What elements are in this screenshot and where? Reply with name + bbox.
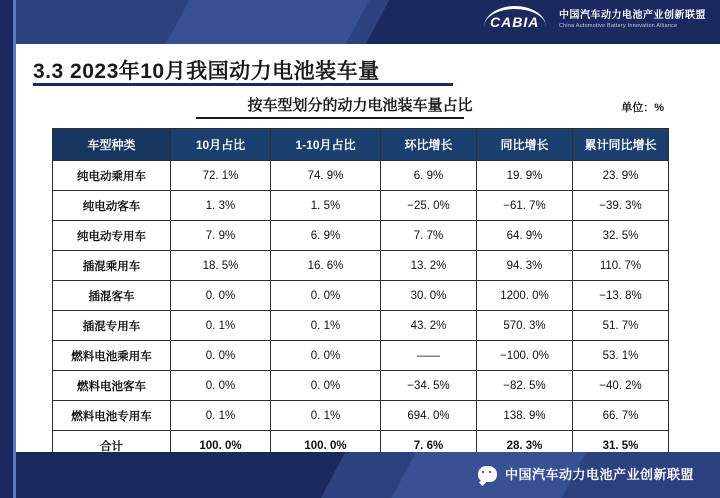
table-cell: 32. 5% bbox=[573, 221, 669, 251]
table-cell: 31. 5% bbox=[573, 431, 669, 461]
page-title: 3.3 2023年10月我国动力电池装车量 bbox=[33, 60, 380, 83]
table-cell: 13. 2% bbox=[381, 251, 477, 281]
footer-organization-name: 中国汽车动力电池产业创新联盟 bbox=[504, 467, 694, 482]
table-cell: −100. 0% bbox=[477, 341, 573, 371]
logo-chinese-name: 中国汽车动力电池产业创新联盟 bbox=[559, 10, 706, 22]
table-cell: −61. 7% bbox=[477, 191, 573, 221]
footer-band bbox=[16, 452, 720, 498]
table-row-header: 纯电动乘用车 bbox=[53, 161, 171, 191]
table-column-header: 1-10月占比 bbox=[271, 129, 381, 161]
table-row bbox=[53, 251, 669, 281]
table-cell: 1. 5% bbox=[271, 191, 381, 221]
table-row-header: 插混客车 bbox=[53, 281, 171, 311]
table-cell: 7. 9% bbox=[171, 221, 271, 251]
table-cell: −34. 5% bbox=[381, 371, 477, 401]
footer-content bbox=[478, 464, 694, 483]
logo-english-name: China Automotive Battery Innovation Alliance bbox=[559, 22, 678, 29]
table-row bbox=[53, 191, 669, 221]
wechat-icon bbox=[478, 466, 497, 482]
table-cell: 0. 1% bbox=[271, 311, 381, 341]
table-cell: 16. 6% bbox=[271, 251, 381, 281]
table-cell: 0. 0% bbox=[271, 281, 381, 311]
table-cell: 0. 0% bbox=[171, 281, 271, 311]
table-cell: 30. 0% bbox=[381, 281, 477, 311]
subtitle-underline bbox=[196, 117, 464, 119]
table-row bbox=[53, 281, 669, 311]
table-row-header: 纯电动客车 bbox=[53, 191, 171, 221]
cabia-logo-icon bbox=[484, 4, 550, 36]
table-cell: 6. 9% bbox=[271, 221, 381, 251]
table-cell: 72. 1% bbox=[171, 161, 271, 191]
table-cell: 0. 0% bbox=[171, 371, 271, 401]
table-row-header: 合计 bbox=[53, 431, 171, 461]
table-cell: 94. 3% bbox=[477, 251, 573, 281]
table-row-header: 燃料电池乘用车 bbox=[53, 341, 171, 371]
table-column-header: 环比增长 bbox=[381, 129, 477, 161]
table-cell: 51. 7% bbox=[573, 311, 669, 341]
table-row bbox=[53, 221, 669, 251]
table-cell: 100. 0% bbox=[171, 431, 271, 461]
table-cell: 74. 9% bbox=[271, 161, 381, 191]
table-row bbox=[53, 311, 669, 341]
table-cell: 0. 1% bbox=[171, 311, 271, 341]
table-column-header: 累计同比增长 bbox=[573, 129, 669, 161]
logo-mark-text: CABIA bbox=[490, 14, 540, 30]
table-cell: 100. 0% bbox=[271, 431, 381, 461]
table-column-header: 车型种类 bbox=[53, 129, 171, 161]
table-cell: 570. 3% bbox=[477, 311, 573, 341]
table-cell: —— bbox=[381, 341, 477, 371]
table-row bbox=[53, 401, 669, 431]
table-cell: −13. 8% bbox=[573, 281, 669, 311]
table-cell: 6. 9% bbox=[381, 161, 477, 191]
table-cell: 0. 1% bbox=[171, 401, 271, 431]
left-accent-bar bbox=[0, 0, 13, 498]
table-cell: 66. 7% bbox=[573, 401, 669, 431]
table-cell: 0. 0% bbox=[271, 341, 381, 371]
table-cell: −82. 5% bbox=[477, 371, 573, 401]
table-cell: 7. 6% bbox=[381, 431, 477, 461]
unit-label: 单位：% bbox=[621, 102, 664, 114]
table-row bbox=[53, 161, 669, 191]
table-cell: 7. 7% bbox=[381, 221, 477, 251]
header-band bbox=[16, 0, 720, 44]
table-column-header: 10月占比 bbox=[171, 129, 271, 161]
table-cell: 64. 9% bbox=[477, 221, 573, 251]
table-cell: 1. 3% bbox=[171, 191, 271, 221]
table-cell: −40. 2% bbox=[573, 371, 669, 401]
title-underline bbox=[33, 83, 453, 86]
table-cell: 0. 0% bbox=[171, 341, 271, 371]
page-subtitle: 按车型划分的动力电池装车量占比 bbox=[247, 97, 473, 114]
table-cell: 0. 1% bbox=[271, 401, 381, 431]
table-row bbox=[53, 371, 669, 401]
table-cell: 110. 7% bbox=[573, 251, 669, 281]
table-row-header: 插混乘用车 bbox=[53, 251, 171, 281]
table-cell: 28. 3% bbox=[477, 431, 573, 461]
table-row bbox=[53, 341, 669, 371]
table-cell: 0. 0% bbox=[271, 371, 381, 401]
table-cell: 23. 9% bbox=[573, 161, 669, 191]
table-row-header: 燃料电池专用车 bbox=[53, 401, 171, 431]
table-body bbox=[53, 161, 669, 461]
table-cell: 138. 9% bbox=[477, 401, 573, 431]
data-table-container bbox=[52, 128, 668, 461]
table-cell: 19. 9% bbox=[477, 161, 573, 191]
table-cell: 43. 2% bbox=[381, 311, 477, 341]
brand-logo bbox=[484, 4, 706, 36]
logo-text-block bbox=[559, 10, 706, 29]
table-row-header: 纯电动专用车 bbox=[53, 221, 171, 251]
table-cell: 694. 0% bbox=[381, 401, 477, 431]
table-cell: −39. 3% bbox=[573, 191, 669, 221]
table-cell: 53. 1% bbox=[573, 341, 669, 371]
table-cell: −25. 0% bbox=[381, 191, 477, 221]
table-cell: 1200. 0% bbox=[477, 281, 573, 311]
table-header-row bbox=[53, 129, 669, 161]
table-cell: 18. 5% bbox=[171, 251, 271, 281]
table-row-header: 燃料电池客车 bbox=[53, 371, 171, 401]
left-accent-bar-inner bbox=[13, 0, 16, 498]
data-table bbox=[52, 128, 669, 461]
table-row-header: 插混专用车 bbox=[53, 311, 171, 341]
table-column-header: 同比增长 bbox=[477, 129, 573, 161]
